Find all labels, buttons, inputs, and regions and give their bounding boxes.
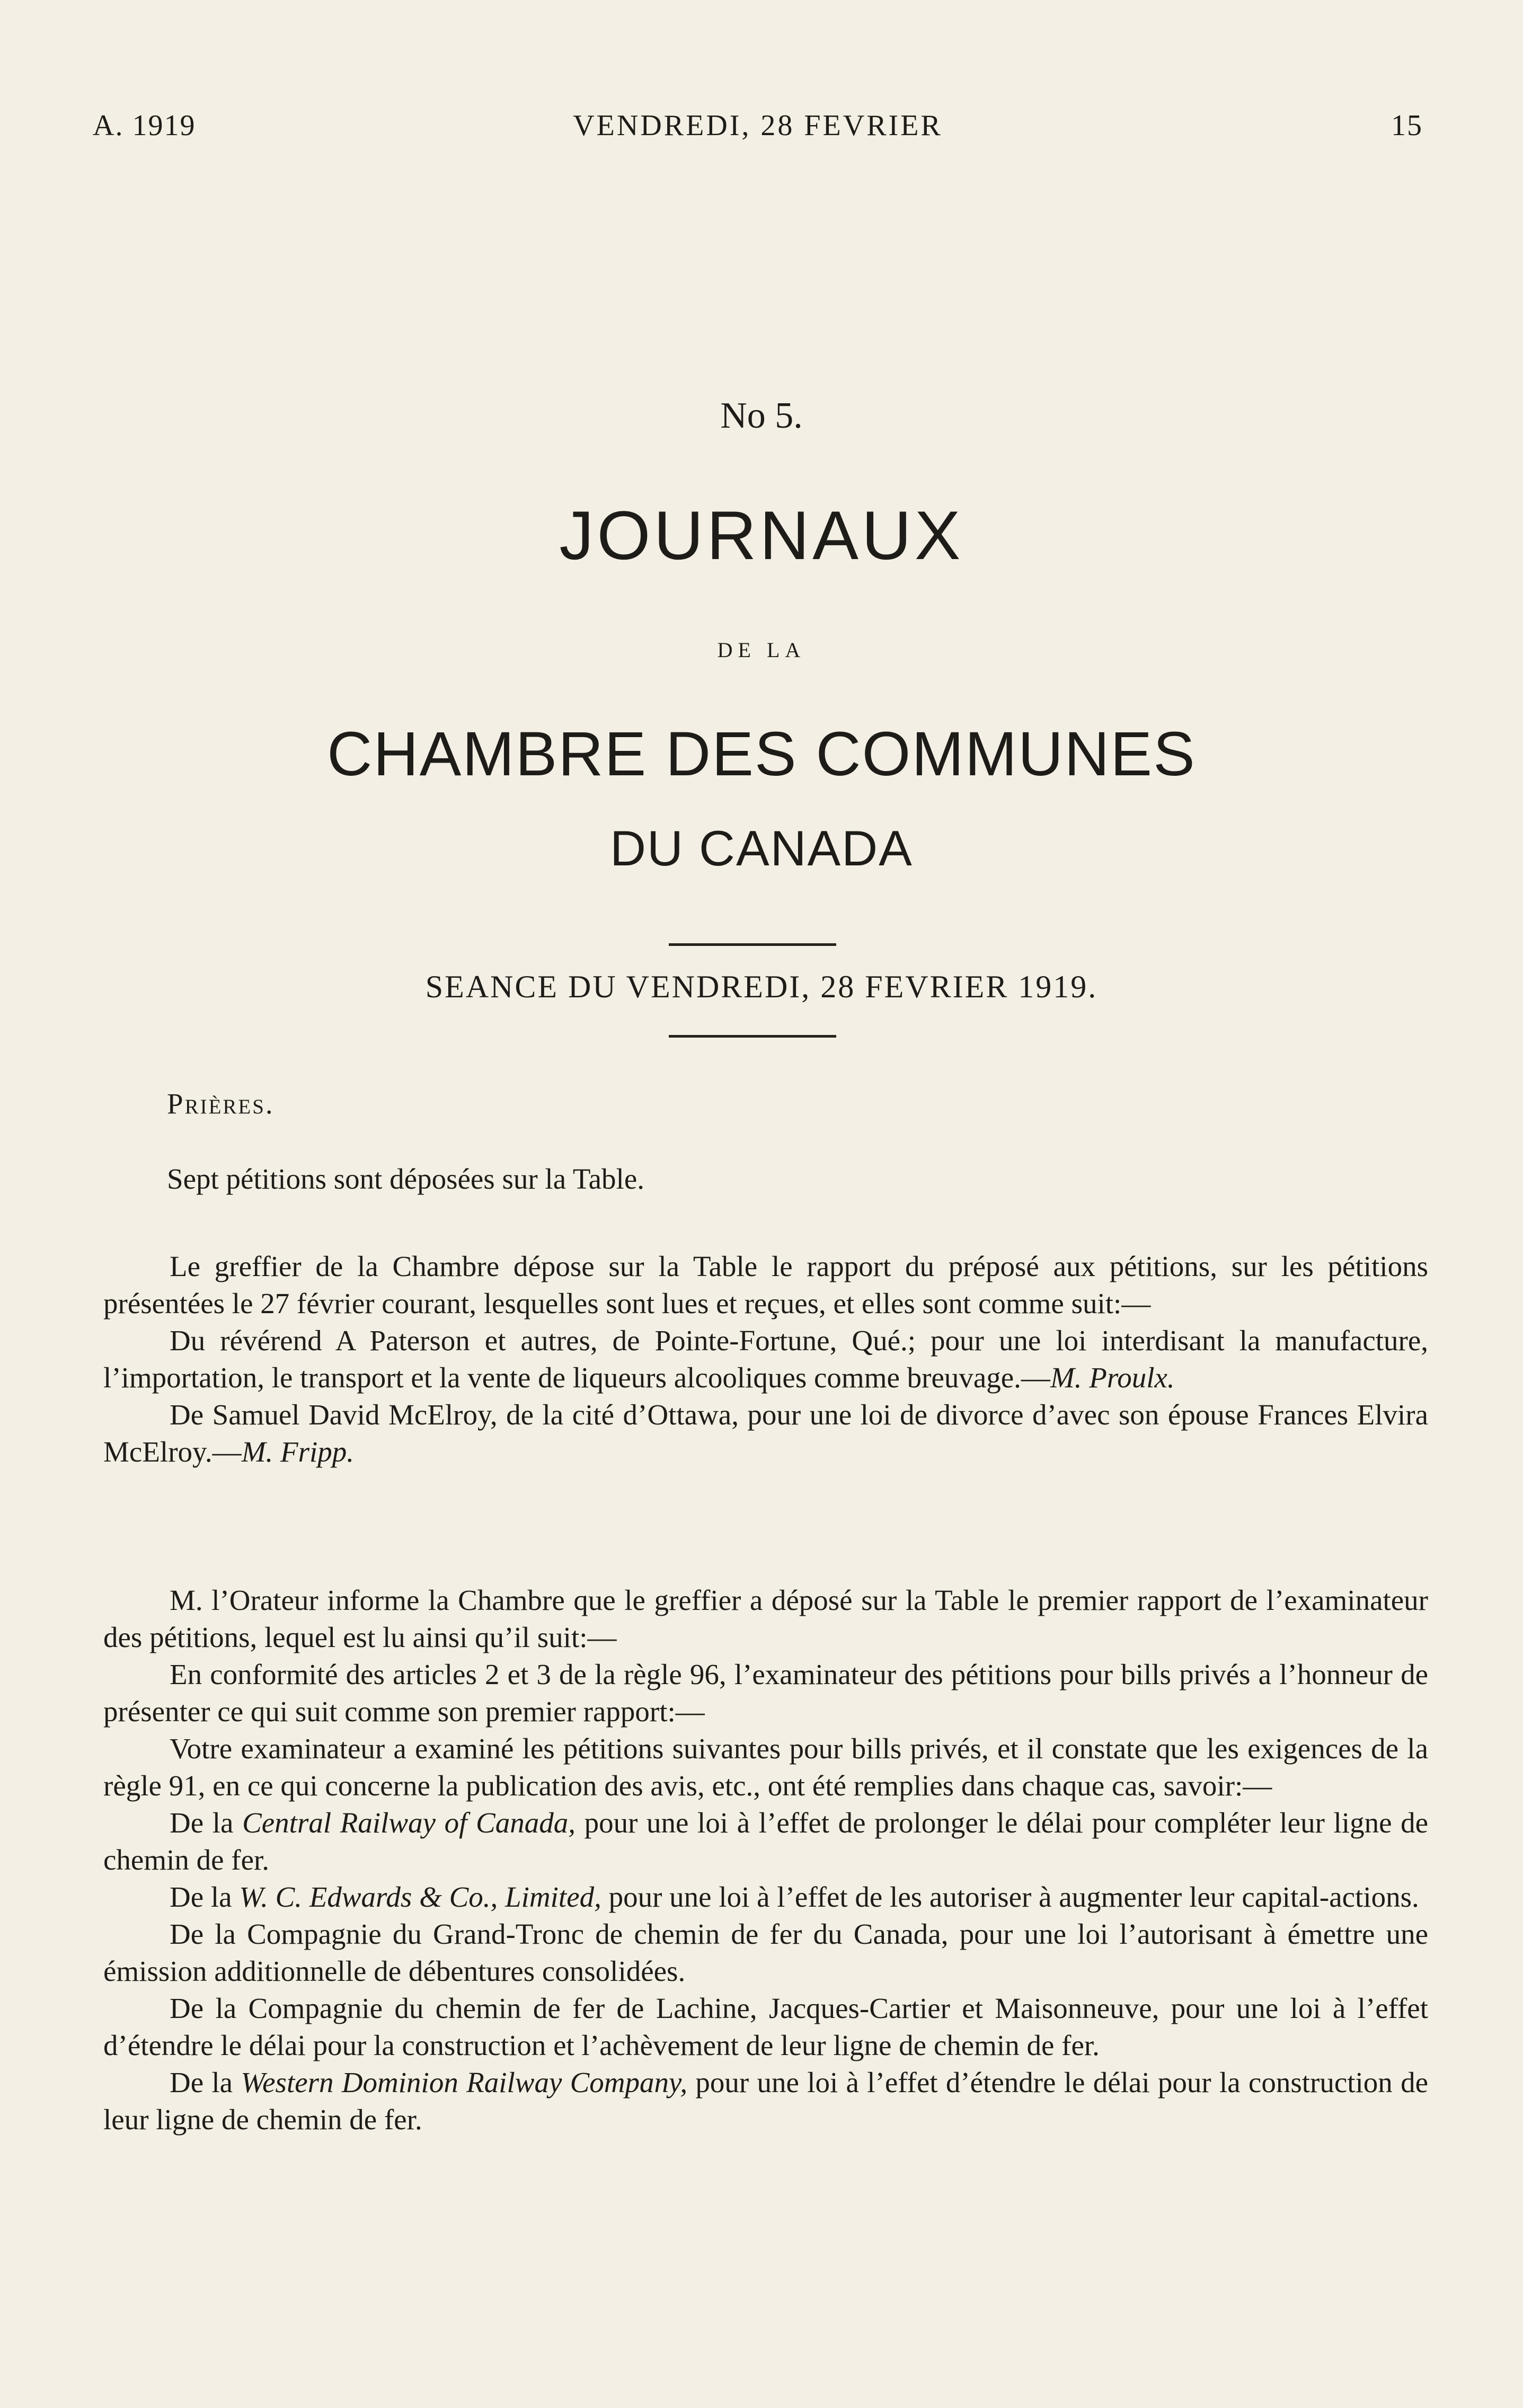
- de-la-label: DE LA: [717, 638, 806, 662]
- item-lead: De la: [170, 1807, 243, 1839]
- petition-text: De Samuel David McElroy, de la cité d’Ottawa, pour une loi de divorce d’avec son épouse Frances Elvira McElroy.—: [103, 1398, 1428, 1468]
- examinateur-paragraph: Votre examinateur a examiné les pétitions suivantes pour bills privés, et il constate que les exigences de la règle 91, en ce qui concerne la publication des avis, etc., ont été remplies dans chaque cas, savoir:—: [103, 1732, 1428, 1802]
- list-item: [103, 1804, 1428, 1879]
- petition-text: Du révérend A Paterson et autres, de Pointe-Fortune, Qué.; pour une loi interdisant la manufacture, l’importation, le transport et la vente de liqueurs alcooliques comme breuvage.—: [103, 1324, 1428, 1394]
- conformite-paragraph: En conformité des articles 2 et 3 de la règle 96, l’examinateur des pétitions pour bills privés a l’honneur de présenter ce qui suit comme son premier rapport:—: [103, 1658, 1428, 1728]
- chamber-name: CHAMBRE DES COMMUNES: [327, 719, 1196, 789]
- company-name: W. C. Edwards & Co., Limited,: [239, 1881, 601, 1913]
- header-date: VENDREDI, 28 FEVRIER: [573, 109, 943, 142]
- country-name: DU CANADA: [610, 820, 913, 876]
- petition-paterson: [103, 1322, 1428, 1396]
- list-item: De la Compagnie du Grand-Tronc de chemin de fer du Canada, pour une loi l’autorisant à émettre une émission additionnelle de débentures consolidées.: [103, 1918, 1428, 1987]
- item-lead: De la: [170, 1881, 240, 1913]
- orateur-paragraph: M. l’Orateur informe la Chambre que le greffier a déposé sur la Table le premier rapport de l’examinateur des pétitions, lequel est lu ainsi qu’il suit:—: [103, 1584, 1428, 1653]
- issue-number: No 5.: [720, 395, 803, 436]
- petitions-report-block: [103, 1248, 1428, 1471]
- company-name: Western Dominion Railway Company,: [241, 2066, 688, 2099]
- divider-bottom: [669, 1035, 836, 1038]
- page-number: 15: [1391, 109, 1423, 142]
- examiner-report-block: [103, 1582, 1428, 2138]
- session-heading: SEANCE DU VENDREDI, 28 FEVRIER 1919.: [425, 969, 1098, 1004]
- greffier-paragraph: Le greffier de la Chambre dépose sur la Table le rapport du préposé aux pétitions, sur les pétitions présentées le 27 février courant, lesquelles sont lues et reçues, et elles sont comme suit:—: [103, 1250, 1428, 1320]
- list-item: [103, 2064, 1428, 2138]
- journal-title: JOURNAUX: [559, 497, 964, 574]
- petition-mcelroy: [103, 1396, 1428, 1471]
- petition-member: M. Fripp.: [241, 1436, 355, 1468]
- prayers-heading: Prières.: [167, 1087, 275, 1120]
- petition-member: M. Proulx.: [1050, 1361, 1175, 1394]
- item-lead: De la: [170, 2066, 241, 2099]
- item-rest: pour une loi à l’effet de prolonger le délai pour compléter leur ligne de chemin de fer.: [103, 1807, 1429, 1876]
- item-rest: pour une loi à l’effet de les autoriser à augmenter leur capital-actions.: [601, 1881, 1419, 1913]
- header-year: A. 1919: [93, 109, 196, 142]
- divider-top: [669, 943, 836, 946]
- list-item: [103, 1879, 1428, 1916]
- list-item: De la Compagnie du chemin de fer de Lachine, Jacques-Cartier et Maisonneuve, pour une loi à l’effet d’étendre le délai pour la construction et l’achèvement de leur ligne de chemin de fer.: [103, 1992, 1428, 2061]
- company-name: Central Railway of Canada,: [242, 1807, 575, 1839]
- petitions-deposited: Sept pétitions sont déposées sur la Table.: [167, 1163, 644, 1195]
- running-head: [93, 109, 1423, 151]
- item-rest: pour une loi à l’effet d’étendre le délai pour la construction de leur ligne de chemin de fer.: [103, 2066, 1428, 2136]
